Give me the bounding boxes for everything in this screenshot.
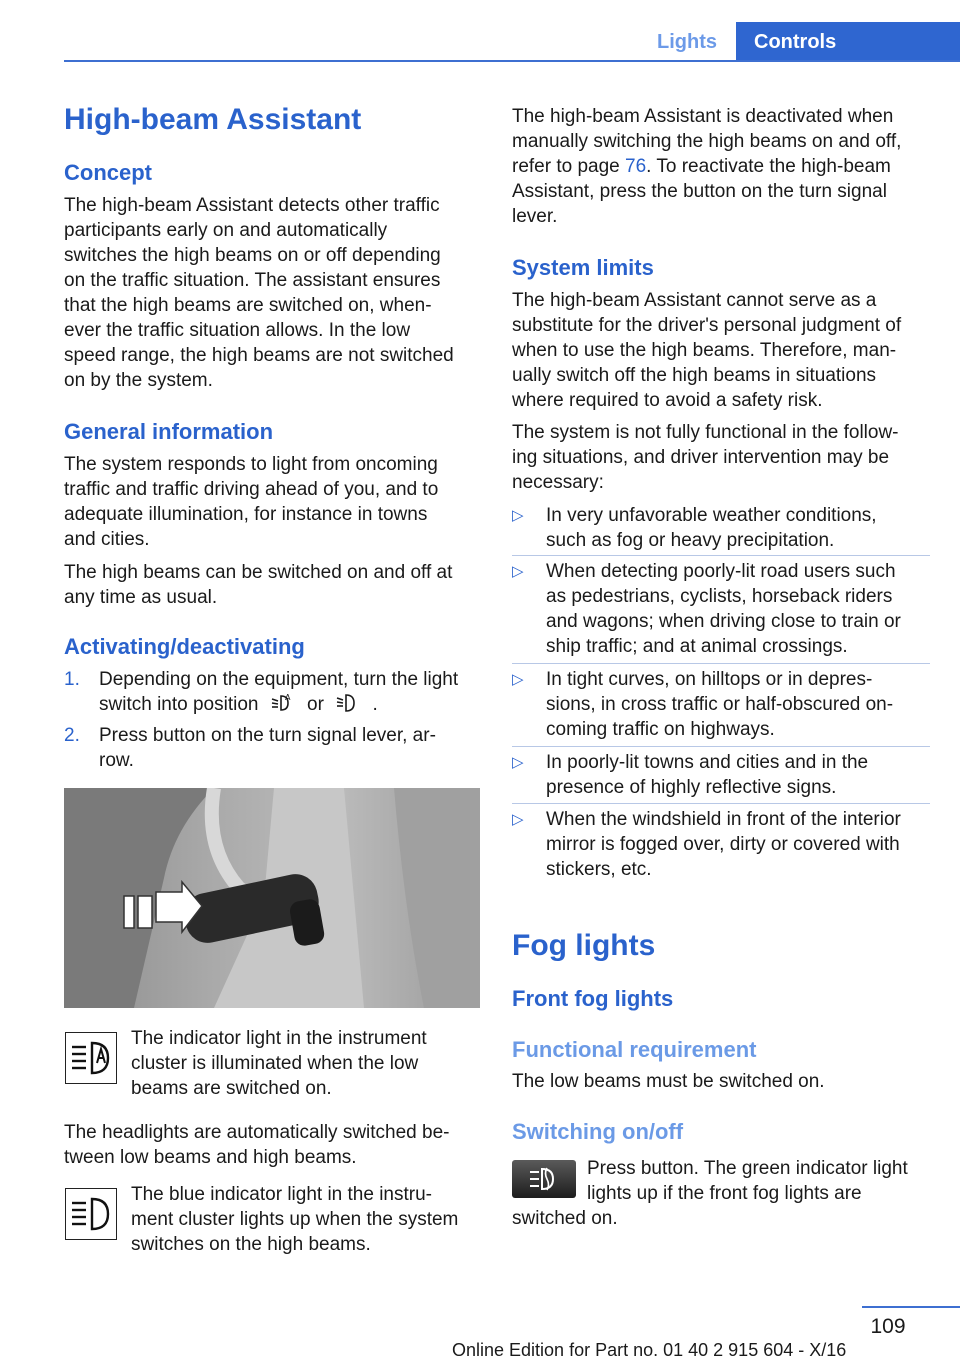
list-divider bbox=[512, 555, 930, 556]
list-divider bbox=[512, 746, 930, 747]
switching-heading: Switching on/off bbox=[512, 1119, 684, 1144]
auto-headlight-icon bbox=[270, 692, 296, 714]
turn-signal-lever-photo bbox=[64, 788, 480, 1008]
step-1 bbox=[64, 667, 482, 727]
fog-lights-title: Fog lights bbox=[512, 929, 656, 962]
functional-requirement-text: The low beams must be switched on. bbox=[512, 1071, 825, 1092]
concept-text: The high-beam Assistant detects other traffic participants early on and automatically switches the high beams on or off depending on the traffic situation. The assistant ensures that the high beams are switched on, when- ever the traffic situation allows. In the low speed range, the high beams are not switched on by the system. bbox=[64, 195, 454, 391]
footer-rule bbox=[862, 1306, 960, 1308]
step-1-line-2: switch into position A or . bbox=[99, 693, 378, 715]
triangle-bullet-icon: ▷ bbox=[512, 507, 524, 524]
lever-illustration bbox=[64, 788, 480, 1008]
general-text-1: The system responds to light from oncoming traffic and traffic driving ahead of you, and to adequate illumination, for instance in towns and cities. bbox=[64, 454, 439, 550]
step-2 bbox=[64, 723, 482, 775]
page-number: 109 bbox=[870, 1315, 906, 1338]
system-limits-text-2: The system is not fully functional in the follow- ing situations, and driver intervention may be necessary: bbox=[512, 422, 899, 493]
low-beam-auto-indicator-icon bbox=[65, 1032, 117, 1084]
header-chapter-tab[interactable]: Controls bbox=[736, 22, 960, 62]
list-divider bbox=[512, 803, 930, 804]
front-fog-lights-heading: Front fog lights bbox=[512, 986, 674, 1011]
system-limits-heading: System limits bbox=[512, 255, 654, 280]
high-beam-indicator-icon bbox=[65, 1188, 117, 1240]
switching-text: Press button. The green indicator light lights up if the front fog lights are bbox=[587, 1158, 908, 1204]
step-1-number: 1. bbox=[64, 669, 80, 690]
triangle-bullet-icon: ▷ bbox=[512, 811, 524, 828]
header-section-tab[interactable]: Lights bbox=[657, 31, 717, 53]
fog-light-icon bbox=[512, 1160, 576, 1198]
page-reference-link[interactable]: 76 bbox=[625, 156, 647, 177]
activating-heading: Activating/deactivating bbox=[64, 634, 305, 659]
low-beam-icon bbox=[335, 692, 361, 714]
concept-heading: Concept bbox=[64, 160, 152, 185]
triangle-bullet-icon: ▷ bbox=[512, 754, 524, 771]
list-divider bbox=[512, 663, 930, 664]
step-2-number: 2. bbox=[64, 725, 80, 746]
deactivation-text: The high-beam Assistant is deactivated when manually switching the high beams on and off, refer to page 76. To reactivate the high-beam Assistant, press the button on the turn signal lever. bbox=[512, 106, 902, 227]
page-title: High-beam Assistant bbox=[64, 103, 362, 136]
indicator-2-text: The blue indicator light in the instru- ment cluster lights up when the system switches on the high beams. bbox=[131, 1184, 459, 1255]
triangle-bullet-icon: ▷ bbox=[512, 671, 524, 688]
indicator-1-text: The indicator light in the instrument cluster is illuminated when the low beams are switched on. bbox=[131, 1028, 427, 1099]
step-1-line-1: Depending on the equipment, turn the light bbox=[99, 669, 459, 690]
system-limits-text-1: The high-beam Assistant cannot serve as a substitute for the driver's personal judgment of when to use the high beams. Therefore, man- ually switch off the high beams in situations where required to avoid a safety risk. bbox=[512, 290, 902, 411]
triangle-bullet-icon: ▷ bbox=[512, 563, 524, 580]
limits-bullet-list: ▷ In very unfavorable weather conditions, such as fog or heavy precipitation. ▷ When detecting poorly-lit road users such as pedestrians, cyclists, horseback riders and wagons; when driving close to train or ship traffic; and at animal crossings. ▷ In tight curves, on hilltops or in depres- sions, in cross traffic or half-obscured on- coming traffic on highways. ▷ In poorly-lit towns and cities and in the presence of highly reflective signs. ▷ When the windshield in front of the interior mirror is fogged over, dirty or covered with stickers, etc. bbox=[512, 503, 930, 883]
switching-text-end: switched on. bbox=[512, 1208, 618, 1229]
general-text-2: The high beams can be switched on and off at any time as usual. bbox=[64, 562, 453, 608]
front-fog-light-button[interactable] bbox=[512, 1160, 576, 1198]
svg-text:A: A bbox=[284, 693, 291, 702]
auto-switch-text: The headlights are automatically switched be- tween low beams and high beams. bbox=[64, 1122, 450, 1168]
header-rule bbox=[64, 60, 960, 62]
step-2-text: Press button on the turn signal lever, ar- row. bbox=[99, 725, 436, 771]
functional-requirement-heading: Functional requirement bbox=[512, 1037, 757, 1062]
edition-footer: Online Edition for Part no. 01 40 2 915 604 - X/16 bbox=[452, 1340, 847, 1360]
general-heading: General information bbox=[64, 419, 274, 444]
